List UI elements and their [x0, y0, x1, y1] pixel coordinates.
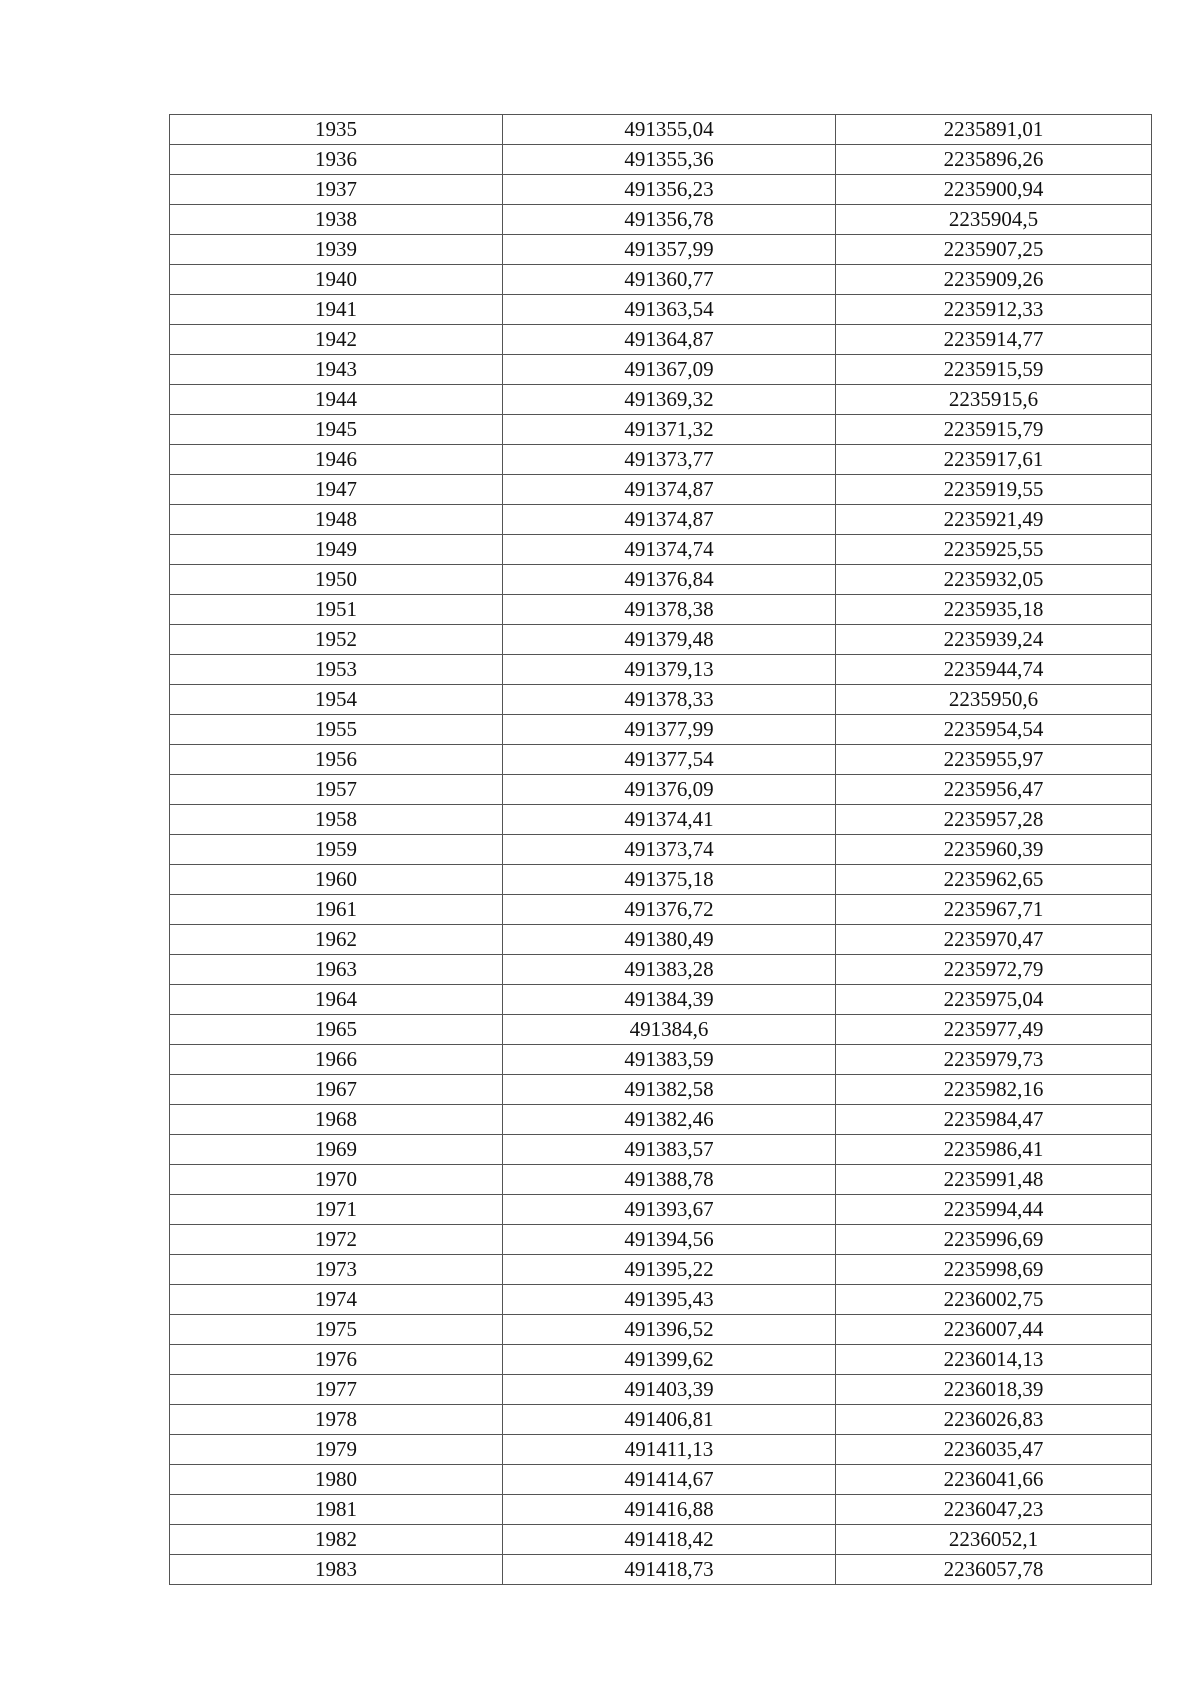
y-coordinate-cell: 2235907,25	[836, 235, 1152, 265]
point-number-cell: 1945	[170, 415, 503, 445]
y-coordinate-cell: 2235991,48	[836, 1165, 1152, 1195]
point-number-cell: 1969	[170, 1135, 503, 1165]
x-coordinate-cell: 491383,28	[503, 955, 836, 985]
point-number-cell: 1942	[170, 325, 503, 355]
point-number-cell: 1962	[170, 925, 503, 955]
table-row	[170, 445, 1152, 475]
coordinates-table	[169, 114, 1152, 1585]
y-coordinate-cell: 2236035,47	[836, 1435, 1152, 1465]
table-row	[170, 1225, 1152, 1255]
table-row	[170, 175, 1152, 205]
x-coordinate-cell: 491406,81	[503, 1405, 836, 1435]
table-row	[170, 775, 1152, 805]
coordinates-table-body	[170, 115, 1152, 1585]
point-number-cell: 1950	[170, 565, 503, 595]
x-coordinate-cell: 491373,74	[503, 835, 836, 865]
y-coordinate-cell: 2236052,1	[836, 1525, 1152, 1555]
y-coordinate-cell: 2235921,49	[836, 505, 1152, 535]
y-coordinate-cell: 2235896,26	[836, 145, 1152, 175]
point-number-cell: 1947	[170, 475, 503, 505]
x-coordinate-cell: 491376,72	[503, 895, 836, 925]
y-coordinate-cell: 2235998,69	[836, 1255, 1152, 1285]
table-row	[170, 1405, 1152, 1435]
y-coordinate-cell: 2235986,41	[836, 1135, 1152, 1165]
y-coordinate-cell: 2235975,04	[836, 985, 1152, 1015]
table-row	[170, 1435, 1152, 1465]
x-coordinate-cell: 491360,77	[503, 265, 836, 295]
table-row	[170, 145, 1152, 175]
x-coordinate-cell: 491373,77	[503, 445, 836, 475]
point-number-cell: 1946	[170, 445, 503, 475]
table-row	[170, 805, 1152, 835]
table-row	[170, 925, 1152, 955]
point-number-cell: 1940	[170, 265, 503, 295]
x-coordinate-cell: 491411,13	[503, 1435, 836, 1465]
table-row	[170, 715, 1152, 745]
point-number-cell: 1953	[170, 655, 503, 685]
point-number-cell: 1970	[170, 1165, 503, 1195]
x-coordinate-cell: 491383,59	[503, 1045, 836, 1075]
y-coordinate-cell: 2236041,66	[836, 1465, 1152, 1495]
x-coordinate-cell: 491416,88	[503, 1495, 836, 1525]
y-coordinate-cell: 2235950,6	[836, 685, 1152, 715]
table-row	[170, 235, 1152, 265]
point-number-cell: 1961	[170, 895, 503, 925]
x-coordinate-cell: 491378,38	[503, 595, 836, 625]
point-number-cell: 1943	[170, 355, 503, 385]
x-coordinate-cell: 491357,99	[503, 235, 836, 265]
table-row	[170, 835, 1152, 865]
table-row	[170, 1525, 1152, 1555]
x-coordinate-cell: 491393,67	[503, 1195, 836, 1225]
table-row	[170, 745, 1152, 775]
point-number-cell: 1941	[170, 295, 503, 325]
point-number-cell: 1958	[170, 805, 503, 835]
x-coordinate-cell: 491374,74	[503, 535, 836, 565]
x-coordinate-cell: 491377,99	[503, 715, 836, 745]
point-number-cell: 1966	[170, 1045, 503, 1075]
y-coordinate-cell: 2235914,77	[836, 325, 1152, 355]
x-coordinate-cell: 491369,32	[503, 385, 836, 415]
table-row	[170, 1015, 1152, 1045]
y-coordinate-cell: 2236047,23	[836, 1495, 1152, 1525]
table-row	[170, 1165, 1152, 1195]
point-number-cell: 1935	[170, 115, 503, 145]
point-number-cell: 1951	[170, 595, 503, 625]
x-coordinate-cell: 491371,32	[503, 415, 836, 445]
point-number-cell: 1971	[170, 1195, 503, 1225]
x-coordinate-cell: 491418,42	[503, 1525, 836, 1555]
table-row	[170, 1045, 1152, 1075]
table-row	[170, 1375, 1152, 1405]
point-number-cell: 1982	[170, 1525, 503, 1555]
x-coordinate-cell: 491403,39	[503, 1375, 836, 1405]
table-row	[170, 685, 1152, 715]
point-number-cell: 1937	[170, 175, 503, 205]
point-number-cell: 1973	[170, 1255, 503, 1285]
point-number-cell: 1976	[170, 1345, 503, 1375]
point-number-cell: 1964	[170, 985, 503, 1015]
point-number-cell: 1936	[170, 145, 503, 175]
table-row	[170, 1195, 1152, 1225]
x-coordinate-cell: 491356,23	[503, 175, 836, 205]
table-row	[170, 505, 1152, 535]
table-row	[170, 655, 1152, 685]
table-row	[170, 1255, 1152, 1285]
point-number-cell: 1955	[170, 715, 503, 745]
y-coordinate-cell: 2235900,94	[836, 175, 1152, 205]
y-coordinate-cell: 2236002,75	[836, 1285, 1152, 1315]
table-row	[170, 1465, 1152, 1495]
table-row	[170, 115, 1152, 145]
x-coordinate-cell: 491374,87	[503, 505, 836, 535]
point-number-cell: 1963	[170, 955, 503, 985]
table-row	[170, 625, 1152, 655]
y-coordinate-cell: 2235912,33	[836, 295, 1152, 325]
x-coordinate-cell: 491367,09	[503, 355, 836, 385]
y-coordinate-cell: 2236007,44	[836, 1315, 1152, 1345]
y-coordinate-cell: 2236014,13	[836, 1345, 1152, 1375]
x-coordinate-cell: 491414,67	[503, 1465, 836, 1495]
x-coordinate-cell: 491374,41	[503, 805, 836, 835]
point-number-cell: 1952	[170, 625, 503, 655]
point-number-cell: 1967	[170, 1075, 503, 1105]
table-row	[170, 1555, 1152, 1585]
table-row	[170, 595, 1152, 625]
point-number-cell: 1981	[170, 1495, 503, 1525]
y-coordinate-cell: 2235925,55	[836, 535, 1152, 565]
x-coordinate-cell: 491376,09	[503, 775, 836, 805]
table-row	[170, 295, 1152, 325]
y-coordinate-cell: 2235970,47	[836, 925, 1152, 955]
point-number-cell: 1949	[170, 535, 503, 565]
x-coordinate-cell: 491376,84	[503, 565, 836, 595]
x-coordinate-cell: 491394,56	[503, 1225, 836, 1255]
y-coordinate-cell: 2235915,59	[836, 355, 1152, 385]
x-coordinate-cell: 491382,46	[503, 1105, 836, 1135]
point-number-cell: 1939	[170, 235, 503, 265]
table-row	[170, 355, 1152, 385]
table-row	[170, 955, 1152, 985]
point-number-cell: 1974	[170, 1285, 503, 1315]
point-number-cell: 1972	[170, 1225, 503, 1255]
x-coordinate-cell: 491384,39	[503, 985, 836, 1015]
point-number-cell: 1960	[170, 865, 503, 895]
y-coordinate-cell: 2235962,65	[836, 865, 1152, 895]
y-coordinate-cell: 2235891,01	[836, 115, 1152, 145]
table-row	[170, 325, 1152, 355]
y-coordinate-cell: 2235944,74	[836, 655, 1152, 685]
x-coordinate-cell: 491418,73	[503, 1555, 836, 1585]
x-coordinate-cell: 491378,33	[503, 685, 836, 715]
table-row	[170, 415, 1152, 445]
y-coordinate-cell: 2235996,69	[836, 1225, 1152, 1255]
y-coordinate-cell: 2236018,39	[836, 1375, 1152, 1405]
y-coordinate-cell: 2235939,24	[836, 625, 1152, 655]
x-coordinate-cell: 491388,78	[503, 1165, 836, 1195]
y-coordinate-cell: 2235909,26	[836, 265, 1152, 295]
x-coordinate-cell: 491399,62	[503, 1345, 836, 1375]
y-coordinate-cell: 2235977,49	[836, 1015, 1152, 1045]
y-coordinate-cell: 2235954,54	[836, 715, 1152, 745]
table-row	[170, 895, 1152, 925]
table-row	[170, 1315, 1152, 1345]
point-number-cell: 1954	[170, 685, 503, 715]
y-coordinate-cell: 2235967,71	[836, 895, 1152, 925]
x-coordinate-cell: 491396,52	[503, 1315, 836, 1345]
table-row	[170, 475, 1152, 505]
x-coordinate-cell: 491377,54	[503, 745, 836, 775]
table-row	[170, 565, 1152, 595]
table-row	[170, 985, 1152, 1015]
x-coordinate-cell: 491379,48	[503, 625, 836, 655]
x-coordinate-cell: 491364,87	[503, 325, 836, 355]
y-coordinate-cell: 2235915,6	[836, 385, 1152, 415]
x-coordinate-cell: 491355,04	[503, 115, 836, 145]
table-row	[170, 865, 1152, 895]
point-number-cell: 1959	[170, 835, 503, 865]
point-number-cell: 1944	[170, 385, 503, 415]
table-row	[170, 1495, 1152, 1525]
x-coordinate-cell: 491380,49	[503, 925, 836, 955]
y-coordinate-cell: 2235979,73	[836, 1045, 1152, 1075]
y-coordinate-cell: 2235994,44	[836, 1195, 1152, 1225]
x-coordinate-cell: 491356,78	[503, 205, 836, 235]
table-row	[170, 1075, 1152, 1105]
x-coordinate-cell: 491395,43	[503, 1285, 836, 1315]
x-coordinate-cell: 491374,87	[503, 475, 836, 505]
y-coordinate-cell: 2235982,16	[836, 1075, 1152, 1105]
y-coordinate-cell: 2235919,55	[836, 475, 1152, 505]
y-coordinate-cell: 2235932,05	[836, 565, 1152, 595]
y-coordinate-cell: 2235904,5	[836, 205, 1152, 235]
point-number-cell: 1978	[170, 1405, 503, 1435]
y-coordinate-cell: 2235917,61	[836, 445, 1152, 475]
x-coordinate-cell: 491395,22	[503, 1255, 836, 1285]
x-coordinate-cell: 491355,36	[503, 145, 836, 175]
x-coordinate-cell: 491375,18	[503, 865, 836, 895]
y-coordinate-cell: 2236026,83	[836, 1405, 1152, 1435]
table-row	[170, 535, 1152, 565]
x-coordinate-cell: 491384,6	[503, 1015, 836, 1045]
point-number-cell: 1968	[170, 1105, 503, 1135]
table-row	[170, 1285, 1152, 1315]
y-coordinate-cell: 2235960,39	[836, 835, 1152, 865]
point-number-cell: 1965	[170, 1015, 503, 1045]
point-number-cell: 1979	[170, 1435, 503, 1465]
point-number-cell: 1957	[170, 775, 503, 805]
x-coordinate-cell: 491379,13	[503, 655, 836, 685]
y-coordinate-cell: 2236057,78	[836, 1555, 1152, 1585]
point-number-cell: 1956	[170, 745, 503, 775]
y-coordinate-cell: 2235935,18	[836, 595, 1152, 625]
table-row	[170, 265, 1152, 295]
y-coordinate-cell: 2235957,28	[836, 805, 1152, 835]
x-coordinate-cell: 491382,58	[503, 1075, 836, 1105]
table-row	[170, 205, 1152, 235]
point-number-cell: 1980	[170, 1465, 503, 1495]
table-row	[170, 1135, 1152, 1165]
y-coordinate-cell: 2235984,47	[836, 1105, 1152, 1135]
table-row	[170, 1345, 1152, 1375]
point-number-cell: 1975	[170, 1315, 503, 1345]
y-coordinate-cell: 2235915,79	[836, 415, 1152, 445]
y-coordinate-cell: 2235955,97	[836, 745, 1152, 775]
x-coordinate-cell: 491383,57	[503, 1135, 836, 1165]
y-coordinate-cell: 2235956,47	[836, 775, 1152, 805]
table-row	[170, 385, 1152, 415]
point-number-cell: 1977	[170, 1375, 503, 1405]
point-number-cell: 1948	[170, 505, 503, 535]
point-number-cell: 1938	[170, 205, 503, 235]
y-coordinate-cell: 2235972,79	[836, 955, 1152, 985]
x-coordinate-cell: 491363,54	[503, 295, 836, 325]
point-number-cell: 1983	[170, 1555, 503, 1585]
table-row	[170, 1105, 1152, 1135]
